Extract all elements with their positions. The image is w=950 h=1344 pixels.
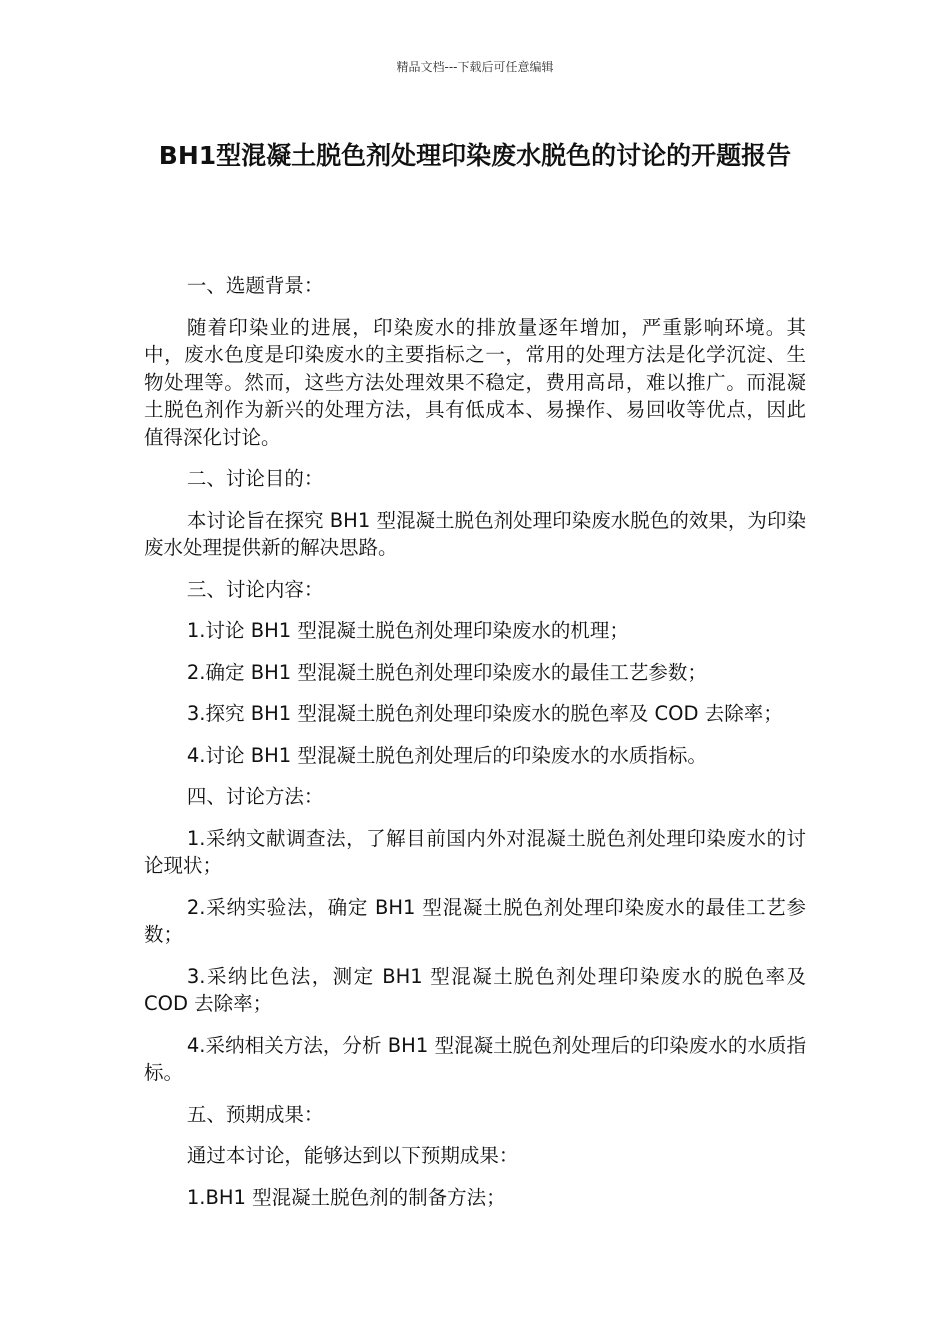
list-item: 1.BH1 型混凝土脱色剂的制备方法； xyxy=(186,1185,506,1209)
list-item: 2.采纳实验法，确定 BH1 型混凝土脱色剂处理印染废水的最佳工艺参数； xyxy=(144,895,806,946)
list-item: 1.采纳文献调查法，了解目前国内外对混凝土脱色剂处理印染废水的讨论现状； xyxy=(144,826,806,877)
paragraph: 随着印染业的进展，印染废水的排放量逐年增加，严重影响环境。其中，废水色度是印染废水的主要指标之一，常用的处理方法是化学沉淀、生物处理等。然而，这些方法处理效果不稳定，费用高昂，难以推广。而混凝土脱色剂作为新兴的处理方法，具有低成本、易操作、易回收等优点，因此值得深化讨论。 xyxy=(144,315,806,449)
section-heading: 四、讨论方法： xyxy=(186,785,324,808)
list-item: 2.确定 BH1 型混凝土脱色剂处理印染废水的最佳工艺参数； xyxy=(186,660,707,684)
paragraph: 本讨论旨在探究 BH1 型混凝土脱色剂处理印染废水脱色的效果，为印染废水处理提供新的解决思路。 xyxy=(144,508,806,559)
list-item: 4.采纳相关方法，分析 BH1 型混凝土脱色剂处理后的印染废水的水质指标。 xyxy=(144,1033,806,1084)
section-heading: 二、讨论目的： xyxy=(186,467,324,490)
section-heading: 三、讨论内容： xyxy=(186,577,324,601)
section-heading: 一、选题背景： xyxy=(186,274,324,297)
list-item: 3.探究 BH1 型混凝土脱色剂处理印染废水的脱色率及 COD 去除率； xyxy=(186,702,783,725)
section-heading: 五、预期成果： xyxy=(186,1102,324,1126)
paragraph: 通过本讨论，能够达到以下预期成果： xyxy=(186,1144,519,1167)
list-item: 1.讨论 BH1 型混凝土脱色剂处理印染废水的机理； xyxy=(186,619,629,642)
list-item: 3.采纳比色法，测定 BH1 型混凝土脱色剂处理印染废水的脱色率及 COD 去除率； xyxy=(144,964,806,1015)
document-title: BH1型混凝土脱色剂处理印染废水脱色的讨论的开题报告 xyxy=(158,141,792,170)
page-header: 精品文档---下载后可任意编辑 xyxy=(396,60,554,74)
document-body xyxy=(144,272,806,1225)
list-item: 4.讨论 BH1 型混凝土脱色剂处理后的印染废水的水质指标。 xyxy=(186,743,707,767)
